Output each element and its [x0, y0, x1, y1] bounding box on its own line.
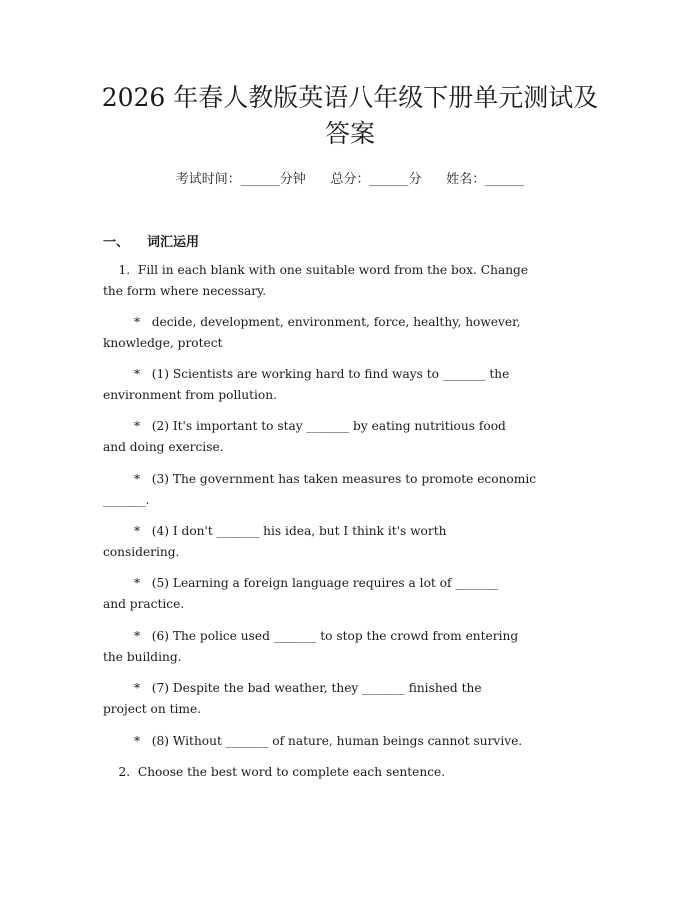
sentence-3 — [103, 469, 603, 510]
sentence-line: * (3) The government has taken measures to promote economic — [103, 472, 537, 486]
sentence-line: the building. — [103, 649, 182, 664]
sentence-line: environment from pollution. — [103, 387, 277, 402]
sentence-8 — [103, 731, 603, 752]
exam-info-line: 考试时间：______分钟 总分：______分 姓名：______ — [175, 172, 525, 187]
question-2-line1: 2. Choose the best word to complete each sentence. — [103, 765, 446, 779]
sentence-line: and doing exercise. — [103, 439, 224, 454]
document-title-line2: 答案 — [324, 119, 375, 148]
sentence-line: * (2) It's important to stay _______ by eating nutritious food — [103, 419, 506, 433]
sentence-line: and practice. — [103, 596, 185, 611]
word-bank — [103, 312, 603, 353]
section-title-text: 词汇运用 — [147, 235, 200, 250]
question-1-line2: the form where necessary. — [103, 283, 267, 298]
sentence-2 — [103, 416, 603, 457]
sentence-line: * (7) Despite the bad weather, they _______ finished the — [103, 681, 482, 695]
sentence-line: * (5) Learning a foreign language requires a lot of _______ — [103, 576, 499, 590]
sentence-line: * (8) Without _______ of nature, human beings cannot survive. — [103, 734, 523, 748]
question-1-line1: 1. Fill in each blank with one suitable word from the box. Change — [103, 263, 529, 277]
sentence-7 — [103, 678, 603, 719]
sentence-line: _______. — [103, 492, 150, 507]
sentence-line: considering. — [103, 544, 180, 559]
question-1-instruction — [103, 260, 603, 301]
document-title — [90, 80, 610, 152]
word-bank-line2: knowledge, protect — [103, 335, 223, 350]
sentence-line: * (4) I don't _______ his idea, but I think it's worth — [103, 524, 447, 538]
sentence-1 — [103, 364, 603, 405]
section-heading — [103, 231, 199, 250]
word-bank-line1: * decide, development, environment, force, healthy, however, — [103, 315, 521, 329]
sentence-line: * (6) The police used _______ to stop the crowd from entering — [103, 629, 519, 643]
sentence-6 — [103, 626, 603, 667]
question-2-instruction — [103, 762, 603, 783]
document-title-line1: 2026 年春人教版英语八年级下册单元测试及 — [101, 83, 599, 112]
sentence-line: project on time. — [103, 701, 202, 716]
sentence-5 — [103, 573, 603, 614]
section-number: 一、 — [103, 235, 130, 250]
sentence-4 — [103, 521, 603, 562]
sentence-line: * (1) Scientists are working hard to find ways to _______ the — [103, 367, 510, 381]
